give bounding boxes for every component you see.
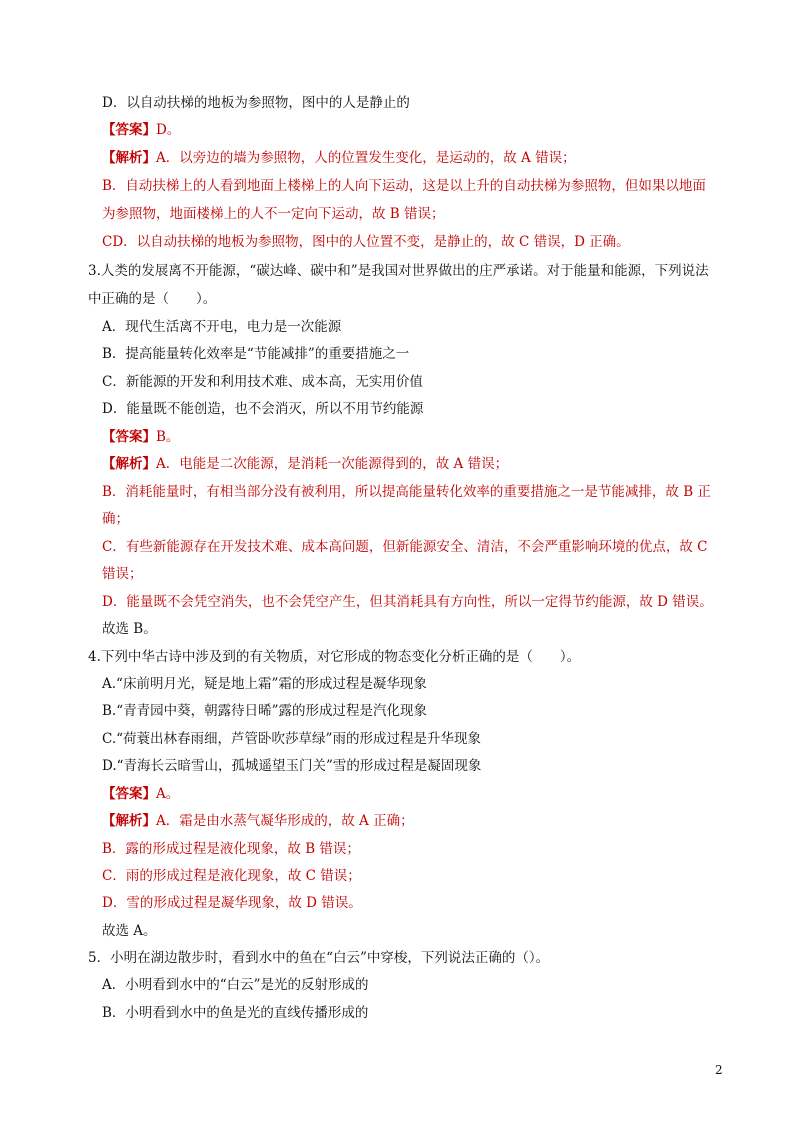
q4-analysis-line-4: D．雪的形成过程是凝华现象，故 D 错误。 [102,895,362,911]
q3-analysis-line-1 [102,455,508,473]
q5-option-a: A．小明看到水中的“白云”是光的反射形成的 [102,977,369,993]
q4-option-a: A.“床前明月光，疑是地上霜”霜的形成过程是凝华现象 [102,676,427,692]
q3-analysis-line-6: D．能量既不会凭空消失，也不会凭空产生，但其消耗具有方向性，所以一定得节约能源，故 D 错误。 [102,594,713,610]
q4-option-b: B.“青青园中葵，朝露待日晞”露的形成过程是汽化现象 [102,703,428,719]
q2-analysis-line-2: B．自动扶梯上的人看到地面上楼梯上的人向下运动，这是以上升的自动扶梯为参照物，但如果以地面 [102,178,706,194]
q3-analysis-line-2: B．消耗能量时，有相当部分没有被利用，所以提高能量转化效率的重要措施之一是节能减排，故 B 正 [102,484,711,500]
q5-option-b: B．小明看到水中的鱼是光的直线传播形成的 [102,1005,369,1021]
q4-answer-value: A。 [156,786,180,802]
q2-analysis-label: 【解析】 [102,150,156,166]
q3-answer [102,428,179,446]
q4-analysis-line-3: C．雨的形成过程是液化现象，故 C 错误； [102,868,361,884]
q3-option-b: B．提高能量转化效率是“节能减排”的重要措施之一 [102,346,410,362]
q3-option-c: C．新能源的开发和利用技术难、成本高，无实用价值 [102,374,423,390]
q3-analysis-line-4: C．有些新能源存在开发技术难、成本高问题，但新能源安全、清洁，不会严重影响环境的优点，故 C [102,539,708,555]
q4-answer [102,785,179,803]
q3-stem-line-2: 中正确的是（ ）。 [88,291,217,307]
q4-analysis-text-1: A．霜是由水蒸气凝华形成的，故 A 正确； [156,813,414,829]
q4-conclusion: 故选 A。 [102,923,157,939]
q3-option-a: A．现代生活离不开电，电力是一次能源 [102,319,342,335]
q2-option-d: D．以自动扶梯的地板为参照物，图中的人是静止的 [102,95,410,111]
q4-analysis-label: 【解析】 [102,813,156,829]
q2-answer-label: 【答案】 [102,122,156,138]
q2-analysis-text-1: A．以旁边的墙为参照物，人的位置发生变化，是运动的，故 A 错误； [156,150,576,166]
q3-stem-line-1: 3.人类的发展离不开能源，“碳达峰、碳中和”是我国对世界做出的庄严承诺。对于能量和能源，下列说法 [88,263,709,279]
page-number: 2 [715,1063,723,1077]
q3-analysis-line-5: 错误； [102,566,143,582]
q3-conclusion: 故选 B。 [102,621,157,637]
q2-analysis-line-1 [102,149,576,167]
q3-analysis-text-1: A．电能是二次能源，是消耗一次能源得到的，故 A 错误； [156,456,509,472]
q4-stem: 4.下列中华古诗中涉及到的有关物质，对它形成的物态变化分析正确的是（ ）。 [88,649,581,665]
q4-option-d: D.“青海长云暗雪山，孤城遥望玉门关”雪的形成过程是凝固现象 [102,758,482,774]
q2-analysis-line-3: 为参照物，地面楼梯上的人不一定向下运动，故 B 错误； [102,206,445,222]
q3-answer-label: 【答案】 [102,429,156,445]
q3-answer-value: B。 [156,429,180,445]
q4-analysis-line-1 [102,812,414,830]
q2-analysis-line-4: CD．以自动扶梯的地板为参照物，图中的人位置不变，是静止的，故 C 错误，D 正确。 [102,234,630,250]
q2-answer-value: D。 [156,122,181,138]
q3-option-d: D．能量既不能创造，也不会消灭，所以不用节约能源 [102,401,424,417]
q2-answer [102,121,180,139]
q5-stem: 5．小明在湖边散步时，看到水中的鱼在“白云”中穿梭，下列说法正确的（）。 [88,950,550,966]
q4-analysis-line-2: B．露的形成过程是液化现象，故 B 错误； [102,841,360,857]
q4-answer-label: 【答案】 [102,786,156,802]
q3-analysis-label: 【解析】 [102,456,156,472]
q4-option-c: C.“荷蓑出林春雨细，芦管卧吹莎草绿”雨的形成过程是升华现象 [102,731,481,747]
q3-analysis-line-3: 确； [102,511,129,527]
